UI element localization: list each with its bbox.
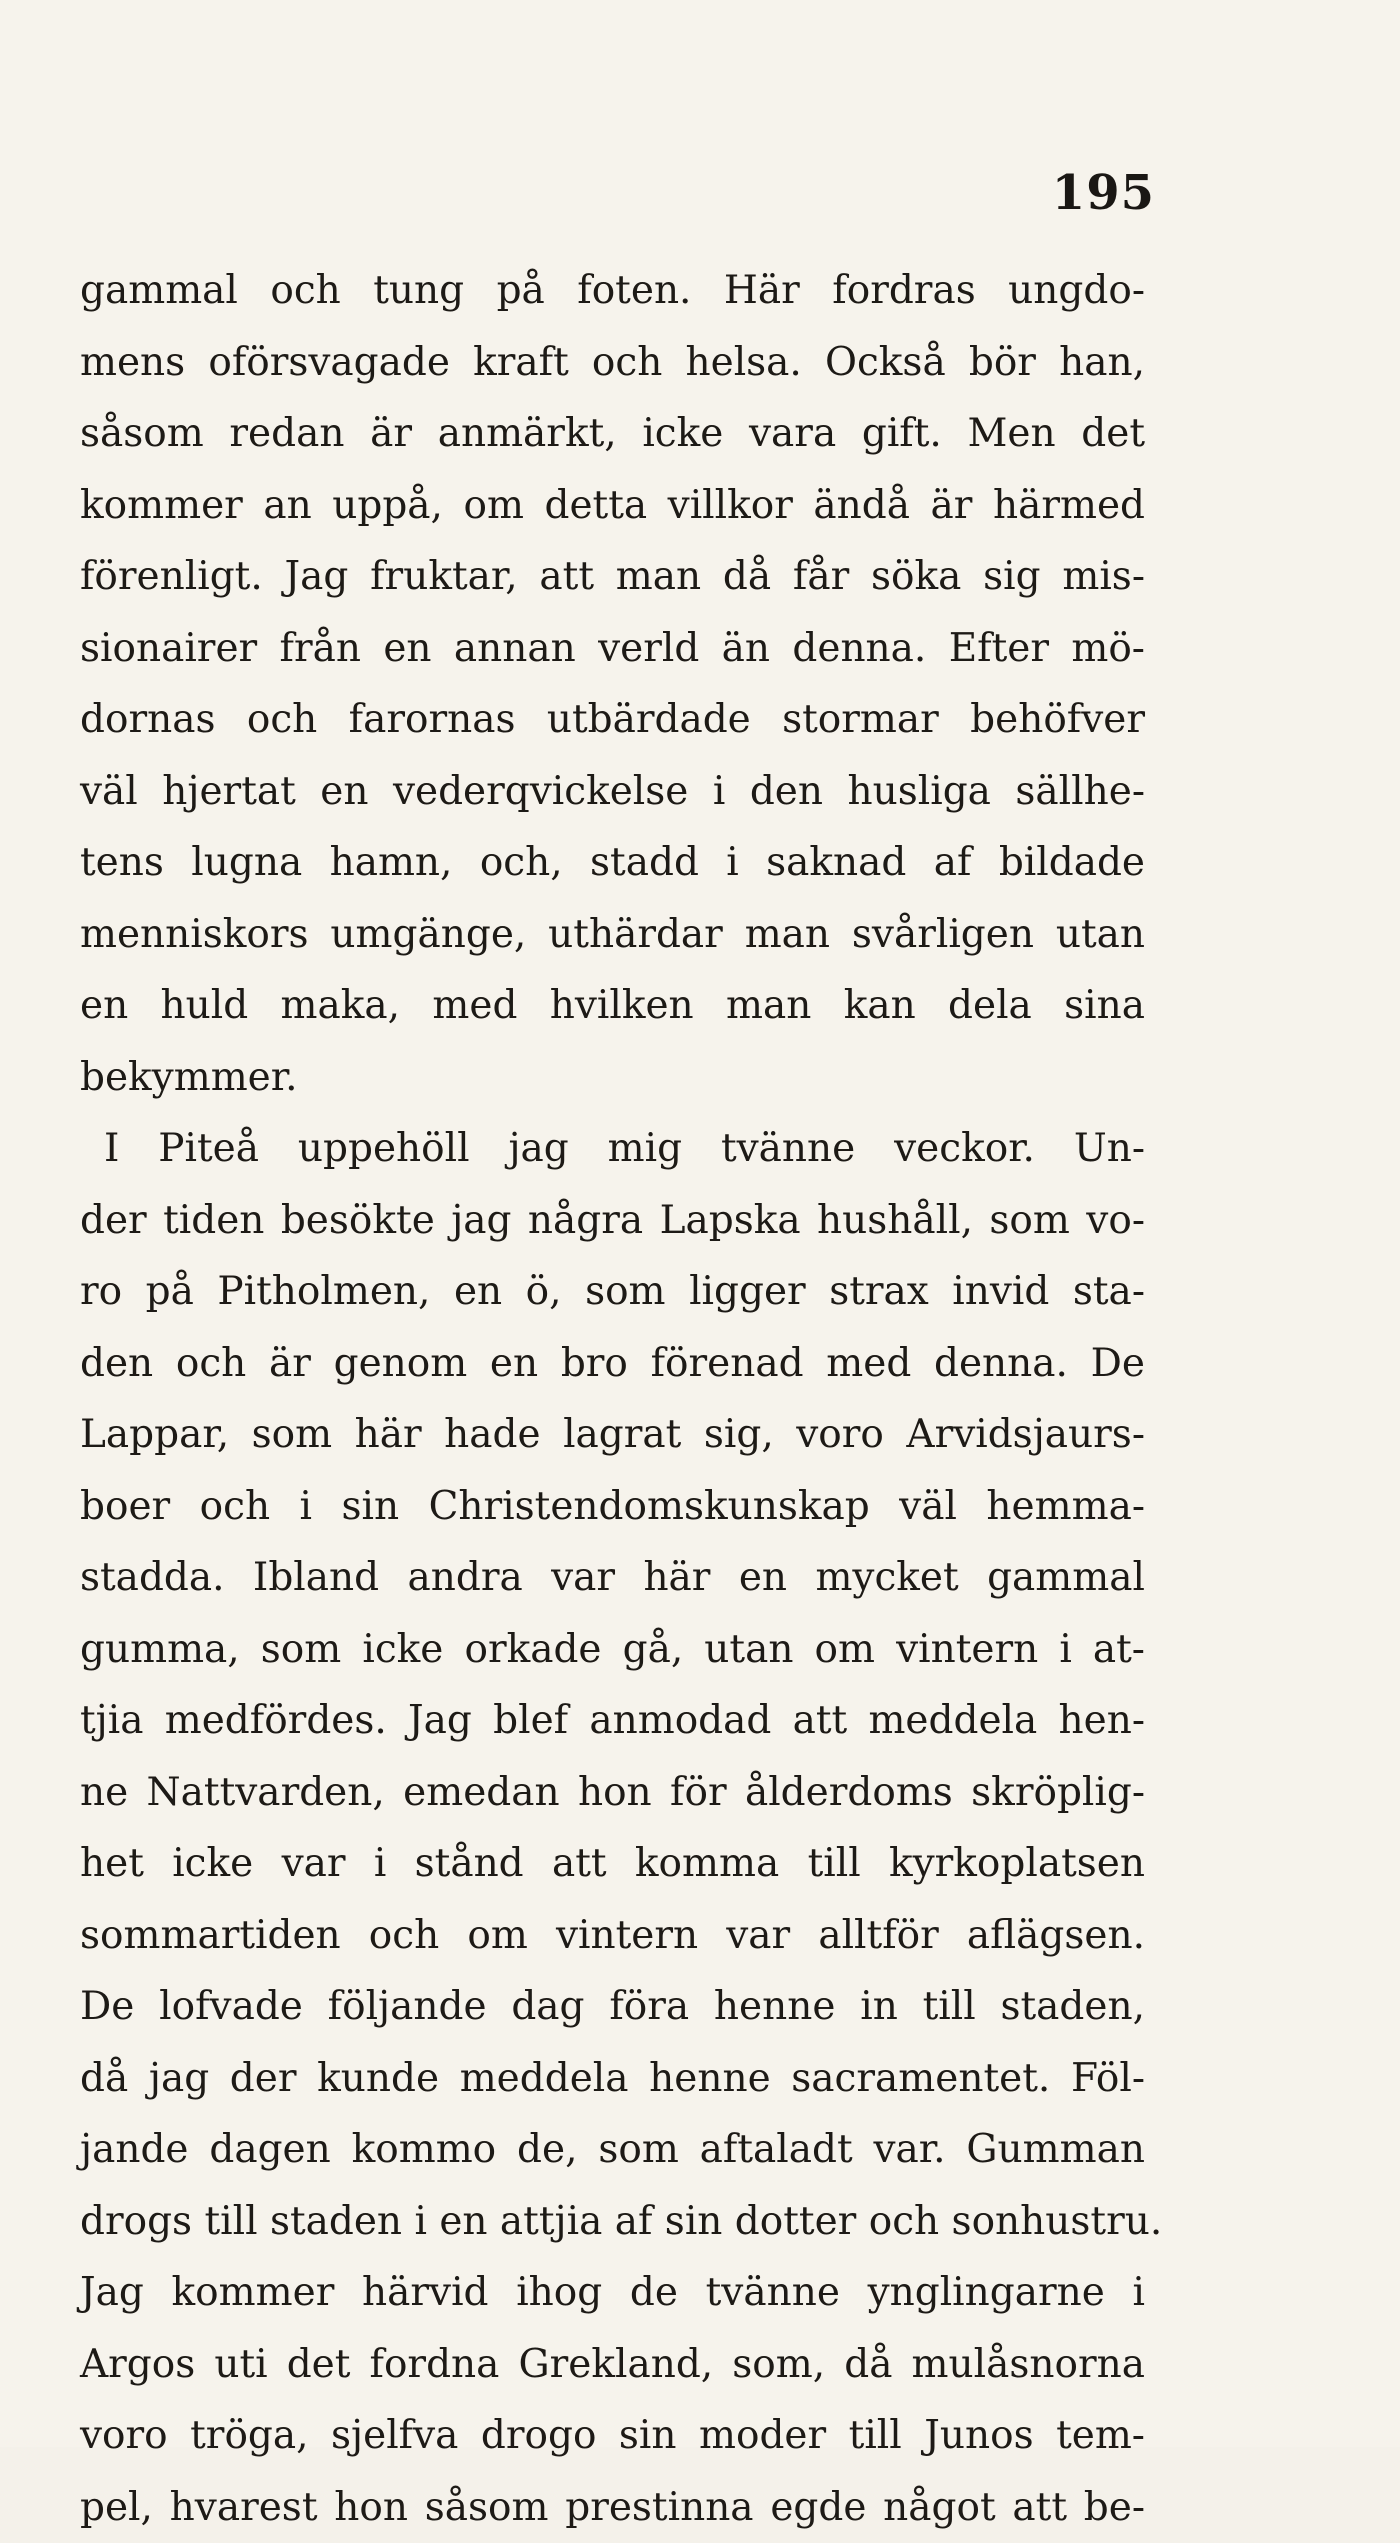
text-line: drogs till staden i en attjia af sin dotter och sonhustru.: [80, 2186, 1145, 2258]
text-line: kommer an uppå, om detta villkor ändå är härmed: [80, 470, 1145, 542]
text-line: De lofvade följande dag föra henne in till staden,: [80, 1971, 1145, 2043]
text-line: dornas och farornas utbärdade stormar behöfver: [80, 684, 1145, 756]
text-line: stadda. Ibland andra var här en mycket gammal: [80, 1542, 1145, 1614]
text-line: såsom redan är anmärkt, icke vara gift. Men det: [80, 398, 1145, 470]
text-line: pel, hvarest hon såsom prestinna egde något att be-: [80, 2472, 1145, 2543]
text-line: en huld maka, med hvilken man kan dela sina: [80, 970, 1145, 1042]
body-text: [80, 255, 1145, 2543]
text-line: ro på Pitholmen, en ö, som ligger strax invid sta-: [80, 1256, 1145, 1328]
text-line: väl hjertat en vederqvickelse i den husliga sällhe-: [80, 756, 1145, 828]
text-line: ne Nattvarden, emedan hon för ålderdoms skröplig-: [80, 1757, 1145, 1829]
paragraph-start-line: I Piteå uppehöll jag mig tvänne veckor. Un-: [80, 1113, 1145, 1185]
text-line: boer och i sin Christendomskunskap väl hemma-: [80, 1471, 1145, 1543]
paragraph-end-line: bekymmer.: [80, 1042, 1145, 1114]
text-line: het icke var i stånd att komma till kyrkoplatsen: [80, 1828, 1145, 1900]
text-line: Lappar, som här hade lagrat sig, voro Arvidsjaurs-: [80, 1399, 1145, 1471]
text-line: förenligt. Jag fruktar, att man då får söka sig mis-: [80, 541, 1145, 613]
text-line: jande dagen kommo de, som aftaladt var. Gumman: [80, 2114, 1145, 2186]
text-line: der tiden besökte jag några Lapska hushåll, som vo-: [80, 1185, 1145, 1257]
text-line: Argos uti det fordna Grekland, som, då mulåsnorna: [80, 2329, 1145, 2401]
text-line: sommartiden och om vintern var alltför aflägsen.: [80, 1900, 1145, 1972]
text-line: den och är genom en bro förenad med denna. De: [80, 1328, 1145, 1400]
text-line: tjia medfördes. Jag blef anmodad att meddela hen-: [80, 1685, 1145, 1757]
page-number: 195: [1052, 165, 1155, 221]
text-line: voro tröga, sjelfva drogo sin moder till Junos tem-: [80, 2400, 1145, 2472]
text-line: menniskors umgänge, uthärdar man svårligen utan: [80, 899, 1145, 971]
text-line: mens oförsvagade kraft och helsa. Också bör han,: [80, 327, 1145, 399]
text-line: tens lugna hamn, och, stadd i saknad af bildade: [80, 827, 1145, 899]
text-line: sionairer från en annan verld än denna. Efter mö-: [80, 613, 1145, 685]
text-line: gammal och tung på foten. Här fordras ungdo-: [80, 255, 1145, 327]
text-line: då jag der kunde meddela henne sacramentet. Föl-: [80, 2043, 1145, 2115]
text-line: gumma, som icke orkade gå, utan om vintern i at-: [80, 1614, 1145, 1686]
text-line: Jag kommer härvid ihog de tvänne ynglingarne i: [80, 2257, 1145, 2329]
